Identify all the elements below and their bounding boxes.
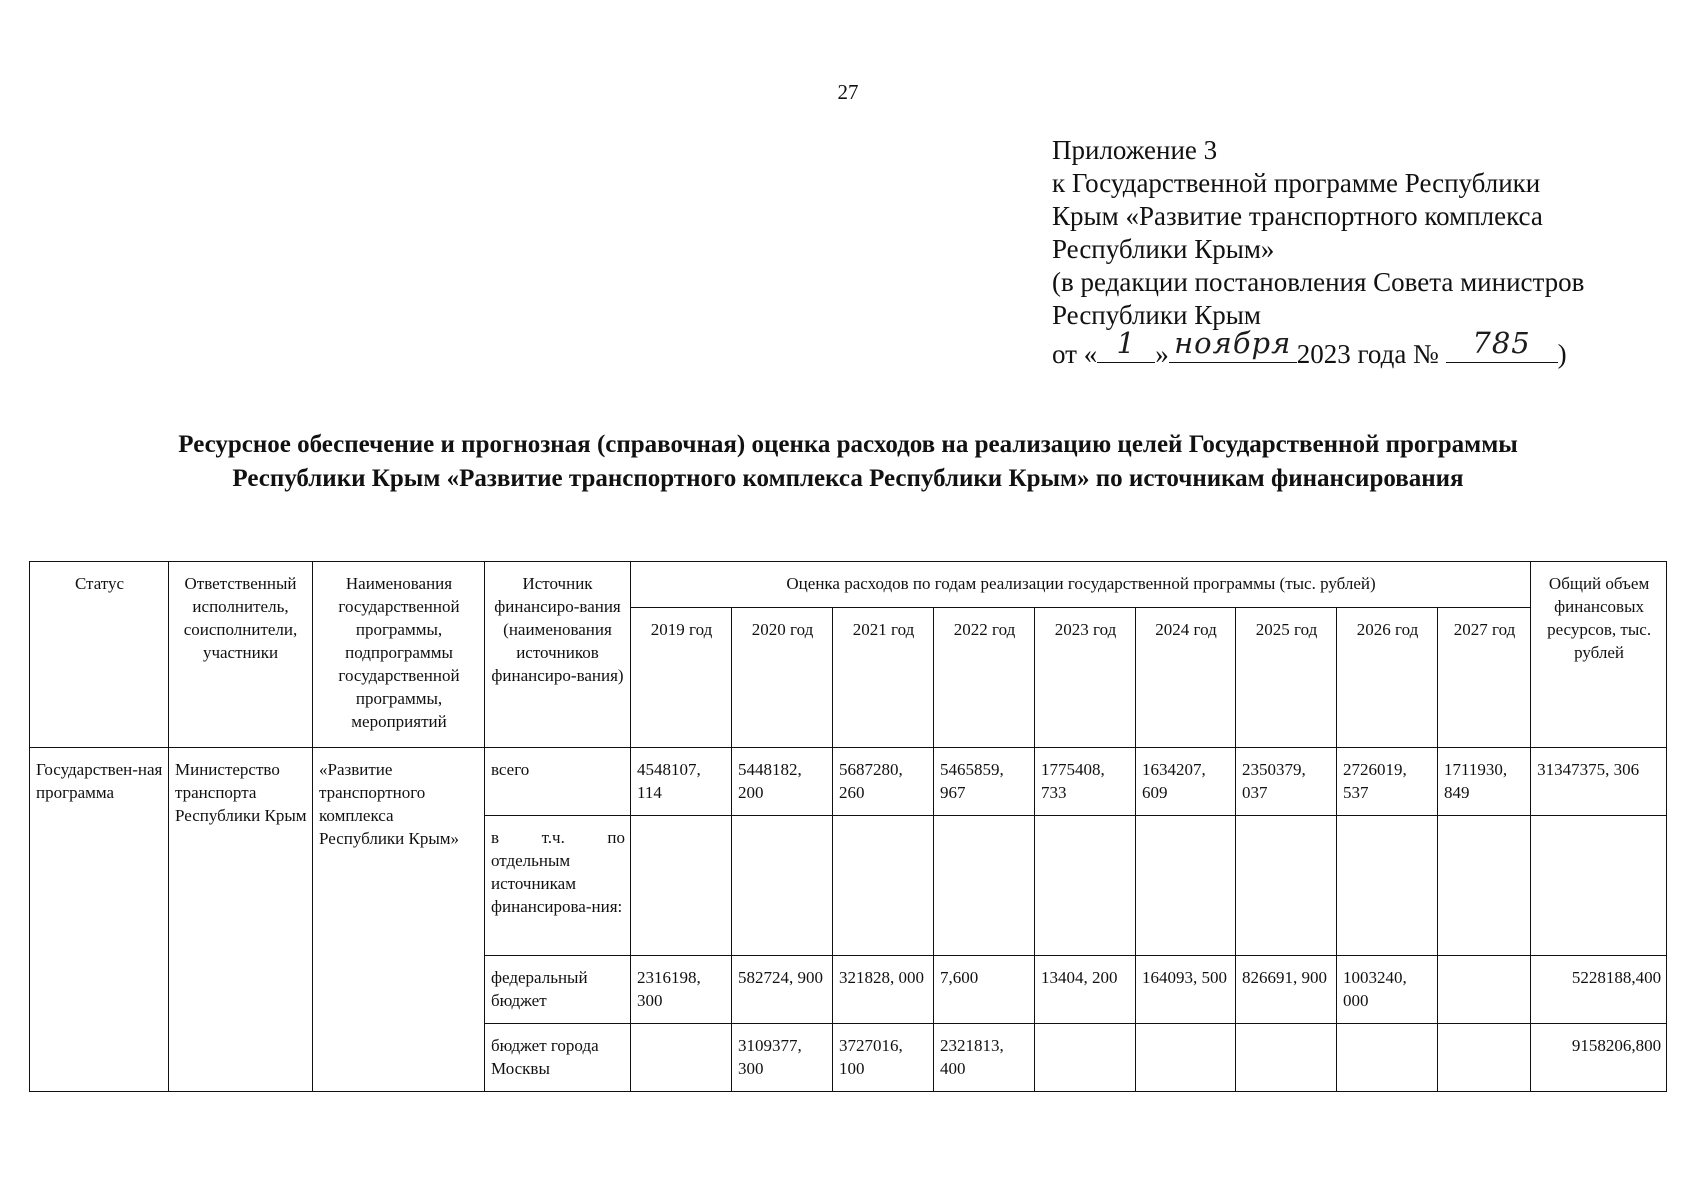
value-cell [1438,1024,1531,1092]
total-cell [1531,816,1667,956]
source-cell: бюджет города Москвы [485,1024,631,1092]
header-year: 2024 год [1136,608,1236,748]
value-cell [1136,816,1236,956]
header-estimate: Оценка расходов по годам реализации государственной программы (тыс. рублей) [631,562,1531,608]
value-cell: 13404, 200 [1035,956,1136,1024]
value-cell [1438,816,1531,956]
value-cell: 5465859, 967 [934,748,1035,816]
value-cell: 2350379, 037 [1236,748,1337,816]
value-cell: 321828, 000 [833,956,934,1024]
appendix-date-line [1052,326,1652,371]
value-cell: 2316198, 300 [631,956,732,1024]
value-cell [934,816,1035,956]
appendix-header [1052,134,1652,371]
header-year: 2027 год [1438,608,1531,748]
value-cell: 3109377, 300 [732,1024,833,1092]
value-cell [631,816,732,956]
value-cell: 1711930, 849 [1438,748,1531,816]
value-cell [833,816,934,956]
title-line-1: Ресурсное обеспечение и прогнозная (справочная) оценка расходов на реализацию целей Государственной программы [178,431,1518,458]
handwritten-day: 1 [1116,326,1136,360]
appendix-line-5: (в редакции постановления Совета министров [1052,267,1585,297]
header-year: 2025 год [1236,608,1337,748]
value-cell: 5687280, 260 [833,748,934,816]
handwritten-month: ноября [1174,326,1292,360]
date-end: ) [1557,339,1567,369]
number-field [1446,326,1558,363]
executor-cell: Министерство транспорта Республики Крым [169,748,313,1092]
value-cell: 2321813, 400 [934,1024,1035,1092]
total-cell: 9158206,800 [1531,1024,1667,1092]
value-cell: 1775408, 733 [1035,748,1136,816]
value-cell: 5448182, 200 [732,748,833,816]
value-cell: 826691, 900 [1236,956,1337,1024]
header-year: 2026 год [1337,608,1438,748]
header-row-1 [30,562,1667,608]
appendix-line-3: Крым «Развитие транспортного комплекса [1052,201,1543,231]
value-cell [631,1024,732,1092]
month-field [1169,326,1297,363]
header-total: Общий объем финансовых ресурсов, тыс. рублей [1531,562,1667,748]
total-cell: 5228188,400 [1531,956,1667,1024]
date-prefix: от « [1052,339,1098,369]
header-year: 2023 год [1035,608,1136,748]
value-cell: 164093, 500 [1136,956,1236,1024]
value-cell [1438,956,1531,1024]
header-status: Статус [30,562,169,748]
source-cell: всего [485,748,631,816]
day-field [1097,326,1155,363]
header-executor: Ответственный исполнитель, соисполнители, участники [169,562,313,748]
table-row-total [30,748,1667,816]
value-cell: 4548107, 114 [631,748,732,816]
header-year: 2019 год [631,608,732,748]
source-cell: в т.ч. по отдельным источникам финансирова-ния: [485,816,631,956]
document-title [40,428,1656,496]
header-year: 2021 год [833,608,934,748]
value-cell [1337,1024,1438,1092]
value-cell: 1003240, 000 [1337,956,1438,1024]
handwritten-number: 785 [1472,326,1531,360]
source-cell: федеральный бюджет [485,956,631,1024]
title-line-2: Республики Крым «Развитие транспортного комплекса Республики Крым» по источникам финансирования [232,465,1464,492]
date-mid: » [1155,339,1169,369]
value-cell [1337,816,1438,956]
value-cell [1035,816,1136,956]
value-cell [732,816,833,956]
value-cell: 1634207, 609 [1136,748,1236,816]
value-cell [1236,1024,1337,1092]
date-suffix: 2023 года № [1296,339,1439,369]
appendix-line-2: к Государственной программе Республики [1052,168,1541,198]
header-year: 2020 год [732,608,833,748]
appendix-line-1: Приложение 3 [1052,135,1218,165]
appendix-line-4: Республики Крым» [1052,234,1275,264]
value-cell [1136,1024,1236,1092]
value-cell: 7,600 [934,956,1035,1024]
value-cell: 2726019, 537 [1337,748,1438,816]
value-cell [1236,816,1337,956]
header-source: Источник финансиро-вания (наименования источников финансиро-вания) [485,562,631,748]
total-cell: 31347375, 306 [1531,748,1667,816]
header-year: 2022 год [934,608,1035,748]
value-cell: 3727016, 100 [833,1024,934,1092]
value-cell: 582724, 900 [732,956,833,1024]
program-name-cell: «Развитие транспортного комплекса Республики Крым» [313,748,485,1092]
value-cell [1035,1024,1136,1092]
header-program-name: Наименования государственной программы, подпрограммы государственной программы, мероприятий [313,562,485,748]
status-cell: Государствен-ная программа [30,748,169,1092]
page-number: 27 [837,80,859,104]
appendix-line-6: Республики Крым [1052,300,1261,330]
financing-table [29,561,1667,1092]
